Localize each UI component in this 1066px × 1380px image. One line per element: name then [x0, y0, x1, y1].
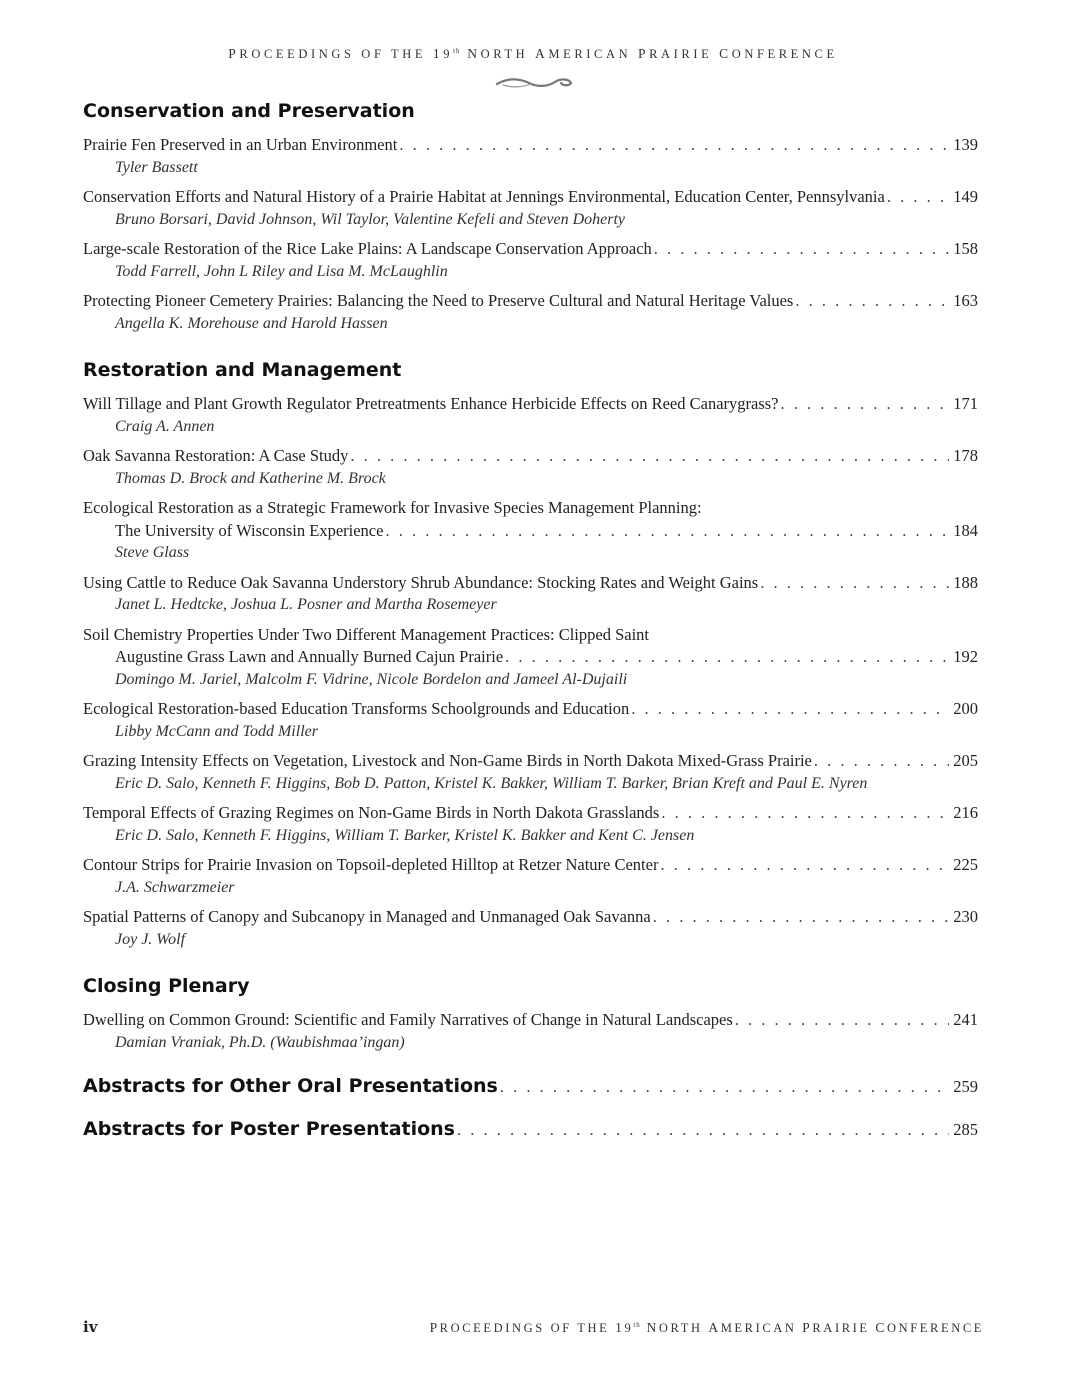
- entry-authors: Domingo M. Jariel, Malcolm F. Vidrine, Nicole Bordelon and Jameel Al-Dujaili: [115, 670, 628, 688]
- section-heading: Conservation and Preservation: [83, 100, 415, 122]
- entry-title: Contour Strips for Prairie Invasion on Topsoil-depleted Hilltop at Retzer Nature Center: [83, 855, 659, 874]
- toc-entry: [83, 290, 978, 335]
- entry-authors: Eric D. Salo, Kenneth F. Higgins, William T. Barker, Kristel K. Bakker and Kent C. Jensen: [115, 826, 695, 844]
- running-footer-sup: th: [633, 1321, 641, 1329]
- entry-title: Will Tillage and Plant Growth Regulator Pretreatments Enhance Herbicide Effects on Reed Canarygrass?: [83, 394, 779, 413]
- abstracts-title: Abstracts for Poster Presentations: [83, 1117, 455, 1140]
- entry-title: Spatial Patterns of Canopy and Subcanopy in Managed and Unmanaged Oak Savanna: [83, 907, 651, 926]
- page-number: 216: [953, 803, 978, 822]
- entry-title: Temporal Effects of Grazing Regimes on Non-Game Birds in North Dakota Grasslands: [83, 803, 660, 822]
- page-number: 259: [953, 1077, 978, 1096]
- entry-title: Ecological Restoration-based Education Transforms Schoolgrounds and Education: [83, 699, 630, 718]
- dot-leader: [654, 238, 949, 261]
- page-number: 184: [953, 520, 978, 540]
- running-footer-post: NORTH AMERICAN PRAIRIE CONFERENCE: [646, 1320, 984, 1335]
- toc-entry: [83, 624, 978, 692]
- section-heading: Closing Plenary: [83, 975, 250, 997]
- entry-title: Using Cattle to Reduce Oak Savanna Understory Shrub Abundance: Stocking Rates and Weight Gains: [83, 572, 759, 592]
- entry-authors: Libby McCann and Todd Miller: [115, 722, 318, 740]
- toc-entry: [83, 134, 978, 179]
- table-of-contents: [83, 97, 978, 1160]
- page-number: 171: [953, 394, 978, 413]
- entry-authors: Damian Vraniak, Ph.D. (Waubishmaa’ingan): [115, 1033, 405, 1051]
- page-number: 149: [953, 187, 978, 206]
- dot-leader: [795, 290, 949, 313]
- running-head: [0, 46, 1066, 62]
- entry-title: Dwelling on Common Ground: Scientific and Family Narratives of Change in Natural Landscapes: [83, 1010, 733, 1029]
- dot-leader: [735, 1009, 949, 1032]
- entry-authors: Eric D. Salo, Kenneth F. Higgins, Bob D. Patton, Kristel K. Bakker, William T. Barker, Brian Kreft and Paul E. Nyren: [115, 774, 868, 792]
- dot-leader: [887, 186, 949, 209]
- entry-title: Oak Savanna Restoration: A Case Study: [83, 446, 349, 465]
- toc-entry: [83, 393, 978, 438]
- toc-entry: [83, 854, 978, 899]
- running-head-sup: th: [453, 47, 461, 55]
- entry-authors: Janet L. Hedtcke, Joshua L. Posner and Martha Rosemeyer: [115, 596, 497, 613]
- dot-leader: [814, 750, 949, 773]
- entry-title-line1: Soil Chemistry Properties Under Two Different Management Practices: Clipped Saint: [83, 624, 650, 644]
- entry-authors: J.A. Schwarzmeier: [115, 878, 235, 896]
- entry-title: Conservation Efforts and Natural History of a Prairie Habitat at Jennings Environmental, Education Center, Pennsylvania: [83, 187, 885, 206]
- dot-leader: [660, 854, 949, 877]
- entry-title: Protecting Pioneer Cemetery Prairies: Balancing the Need to Preserve Cultural and Natural Heritage Values: [83, 291, 794, 310]
- page-number: 163: [953, 291, 978, 310]
- page-number: 285: [953, 1119, 978, 1139]
- ornament-flourish: [493, 75, 575, 91]
- entry-authors: Craig A. Annen: [115, 417, 215, 435]
- toc-section: [83, 356, 978, 951]
- page-number: 200: [953, 699, 978, 718]
- dot-leader: [661, 802, 949, 825]
- page-number: 225: [953, 855, 978, 874]
- toc-entry: [83, 238, 978, 283]
- entry-title: Large-scale Restoration of the Rice Lake Plains: A Landscape Conservation Approach: [83, 239, 652, 258]
- entry-authors: Todd Farrell, John L Riley and Lisa M. McLaughlin: [115, 262, 448, 280]
- entry-title: Prairie Fen Preserved in an Urban Environment: [83, 135, 398, 154]
- running-head-pre: PROCEEDINGS OF THE 19: [228, 46, 454, 61]
- dot-leader: [500, 1076, 949, 1099]
- dot-leader: [350, 445, 949, 468]
- dot-leader: [385, 520, 949, 543]
- dot-leader: [505, 646, 949, 669]
- page-number: 158: [953, 239, 978, 258]
- dot-leader: [457, 1119, 949, 1142]
- entry-authors: Angella K. Morehouse and Harold Hassen: [115, 314, 388, 332]
- toc-entry: [83, 1009, 978, 1054]
- toc-entry: [83, 698, 978, 743]
- dot-leader: [760, 572, 949, 595]
- page-number: 188: [953, 572, 978, 592]
- toc-abstracts-entry: [83, 1075, 978, 1099]
- running-footer-pre: PROCEEDINGS OF THE 19: [429, 1320, 634, 1335]
- page-number: 192: [953, 647, 978, 666]
- toc-entry: [83, 906, 978, 951]
- page-number: 230: [953, 907, 978, 926]
- page-number: 139: [953, 135, 978, 154]
- running-head-post: NORTH AMERICAN PRAIRIE CONFERENCE: [467, 46, 838, 61]
- toc-abstracts-entry: [83, 1118, 978, 1142]
- toc-entry: [83, 186, 978, 231]
- entry-authors: Joy J. Wolf: [115, 930, 186, 948]
- toc-entry: [83, 445, 978, 490]
- page-folio: iv: [83, 1318, 98, 1336]
- toc-entry: [83, 497, 978, 565]
- page-number: 241: [953, 1010, 978, 1029]
- running-footer: [430, 1320, 984, 1336]
- toc-entry: [83, 750, 978, 795]
- entry-title: Augustine Grass Lawn and Annually Burned Cajun Prairie: [115, 647, 504, 666]
- page-number: 178: [953, 446, 978, 465]
- entry-title: The University of Wisconsin Experience: [115, 520, 384, 540]
- dot-leader: [631, 698, 949, 721]
- toc-section: [83, 972, 978, 1054]
- entry-authors: Tyler Bassett: [115, 158, 198, 176]
- toc-section: [83, 97, 978, 335]
- toc-entry: [83, 802, 978, 847]
- dot-leader: [399, 134, 949, 157]
- page-number: 205: [953, 751, 978, 770]
- dot-leader: [781, 393, 950, 416]
- abstracts-title: Abstracts for Other Oral Presentations: [83, 1075, 498, 1097]
- entry-authors: Steve Glass: [115, 544, 190, 561]
- section-heading: Restoration and Management: [83, 359, 402, 381]
- entry-title: Grazing Intensity Effects on Vegetation, Livestock and Non-Game Birds in North Dakota Mixed-Grass Prairie: [83, 751, 812, 770]
- entry-title-line1: Ecological Restoration as a Strategic Framework for Invasive Species Management Planning:: [83, 498, 702, 517]
- entry-authors: Bruno Borsari, David Johnson, Wil Taylor, Valentine Kefeli and Steven Doherty: [115, 210, 626, 228]
- toc-entry: [83, 572, 978, 617]
- entry-authors: Thomas D. Brock and Katherine M. Brock: [115, 469, 386, 487]
- dot-leader: [653, 906, 950, 929]
